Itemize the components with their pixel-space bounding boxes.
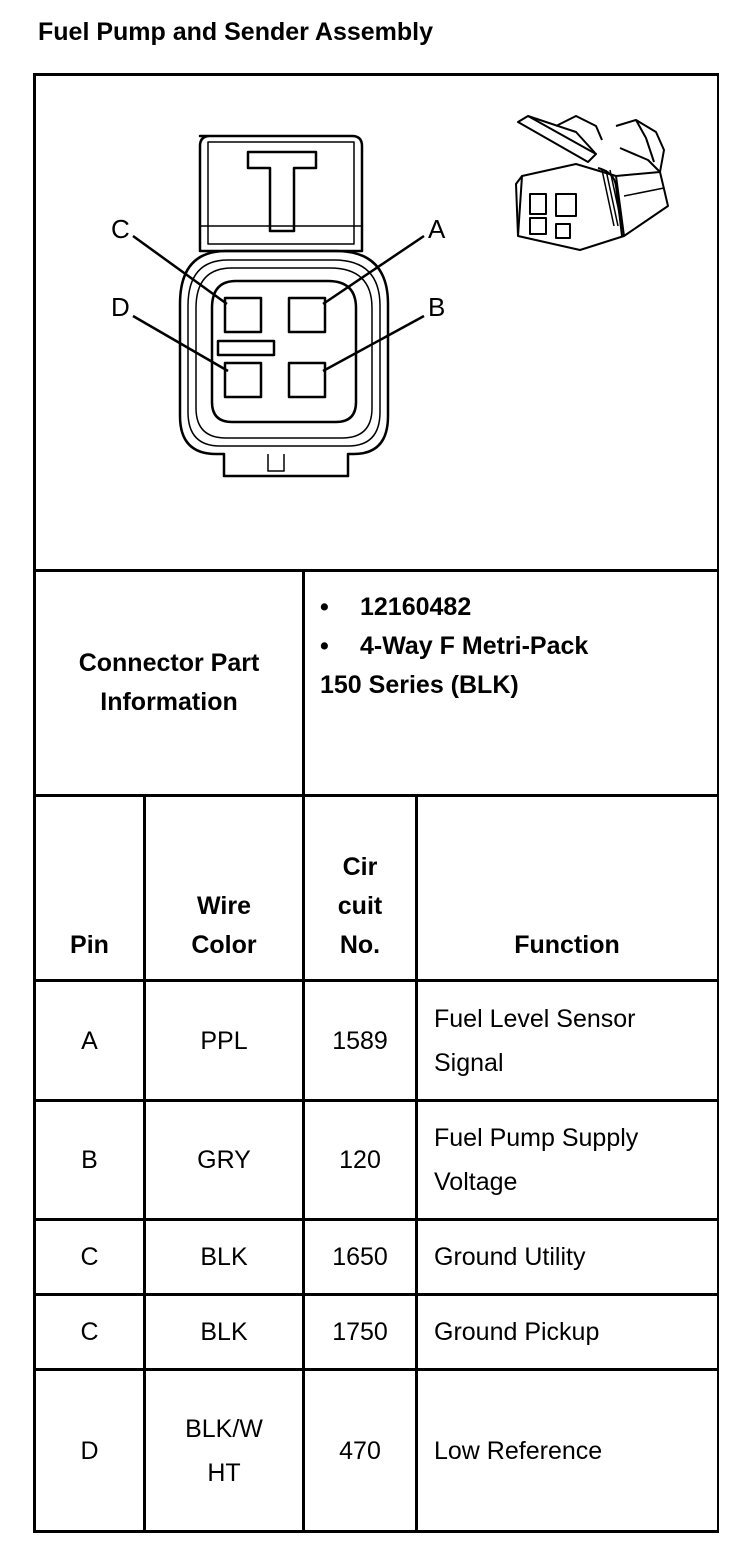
function-line: Signal — [434, 1048, 504, 1077]
header-line: cuit — [337, 892, 383, 920]
header-line: Cir — [342, 853, 378, 881]
connector-description: 4-Way F Metri-Pack — [360, 632, 589, 660]
table-cell-function: Ground Pickup — [434, 1318, 600, 1346]
column-header-circuit — [305, 797, 415, 979]
table-cell-wire-color: PPL — [200, 1026, 248, 1055]
table-cell-circuit: 470 — [339, 1436, 381, 1465]
function-line: Fuel Pump Supply — [434, 1124, 639, 1152]
pin-label-b: B — [428, 292, 446, 322]
pin-cavity-b — [289, 363, 325, 397]
connector-diagram — [36, 76, 716, 571]
table-cell-circuit: 1650 — [332, 1243, 388, 1271]
header-line: Wire — [197, 892, 251, 920]
table-cell-wire-color: BLK — [200, 1318, 248, 1346]
table-cell-circuit: 1750 — [332, 1318, 388, 1346]
connector-part-info-value — [320, 588, 710, 705]
table-cell-pin: C — [80, 1318, 99, 1346]
color-line: HT — [207, 1458, 241, 1487]
pin-label-c: C — [111, 214, 130, 244]
function-line: Voltage — [434, 1168, 518, 1196]
header-line: Color — [191, 931, 257, 959]
pin-cavity-a — [289, 298, 325, 332]
connector-key-slot — [218, 341, 274, 355]
table-cell-wire-color — [146, 1371, 302, 1530]
table-cell-function — [418, 982, 716, 1099]
bullet-icon: • — [320, 593, 329, 621]
table-cell-wire-color: BLK — [200, 1243, 248, 1271]
table-cell-wire-color: GRY — [197, 1146, 251, 1174]
label-line: Connector Part — [78, 649, 260, 677]
pin-cavity-c — [225, 298, 261, 332]
table-cell-pin: D — [80, 1436, 99, 1465]
connector-description-cont: 150 Series (BLK) — [320, 671, 519, 699]
table-cell-pin: B — [81, 1146, 98, 1174]
pin-label-a: A — [428, 214, 446, 244]
leader-line-a — [323, 236, 424, 304]
table-cell-pin: C — [80, 1243, 99, 1271]
bullet-icon: • — [320, 632, 329, 660]
column-header-pin: Pin — [70, 931, 109, 959]
table-cell-function — [418, 1102, 716, 1218]
table-cell-pin: A — [81, 1026, 98, 1055]
connector-part-info-label — [36, 572, 302, 794]
table-cell-circuit: 1589 — [332, 1026, 388, 1055]
pin-label-d: D — [111, 292, 130, 322]
table-cell-circuit: 120 — [339, 1146, 381, 1174]
part-number: 12160482 — [360, 593, 472, 621]
header-line: No. — [339, 931, 381, 959]
column-header-wire-color — [146, 797, 302, 979]
leader-line-b — [323, 316, 424, 371]
table-cell-function: Ground Utility — [434, 1243, 586, 1271]
column-header-function: Function — [514, 931, 620, 959]
page-title: Fuel Pump and Sender Assembly — [38, 18, 434, 46]
connector-perspective-view — [516, 116, 668, 250]
table-cell-function: Low Reference — [434, 1436, 603, 1465]
label-line: Information — [100, 688, 238, 716]
function-line: Fuel Level Sensor — [434, 1004, 636, 1033]
color-line: BLK/W — [185, 1414, 263, 1443]
pin-cavity-d — [225, 363, 261, 397]
